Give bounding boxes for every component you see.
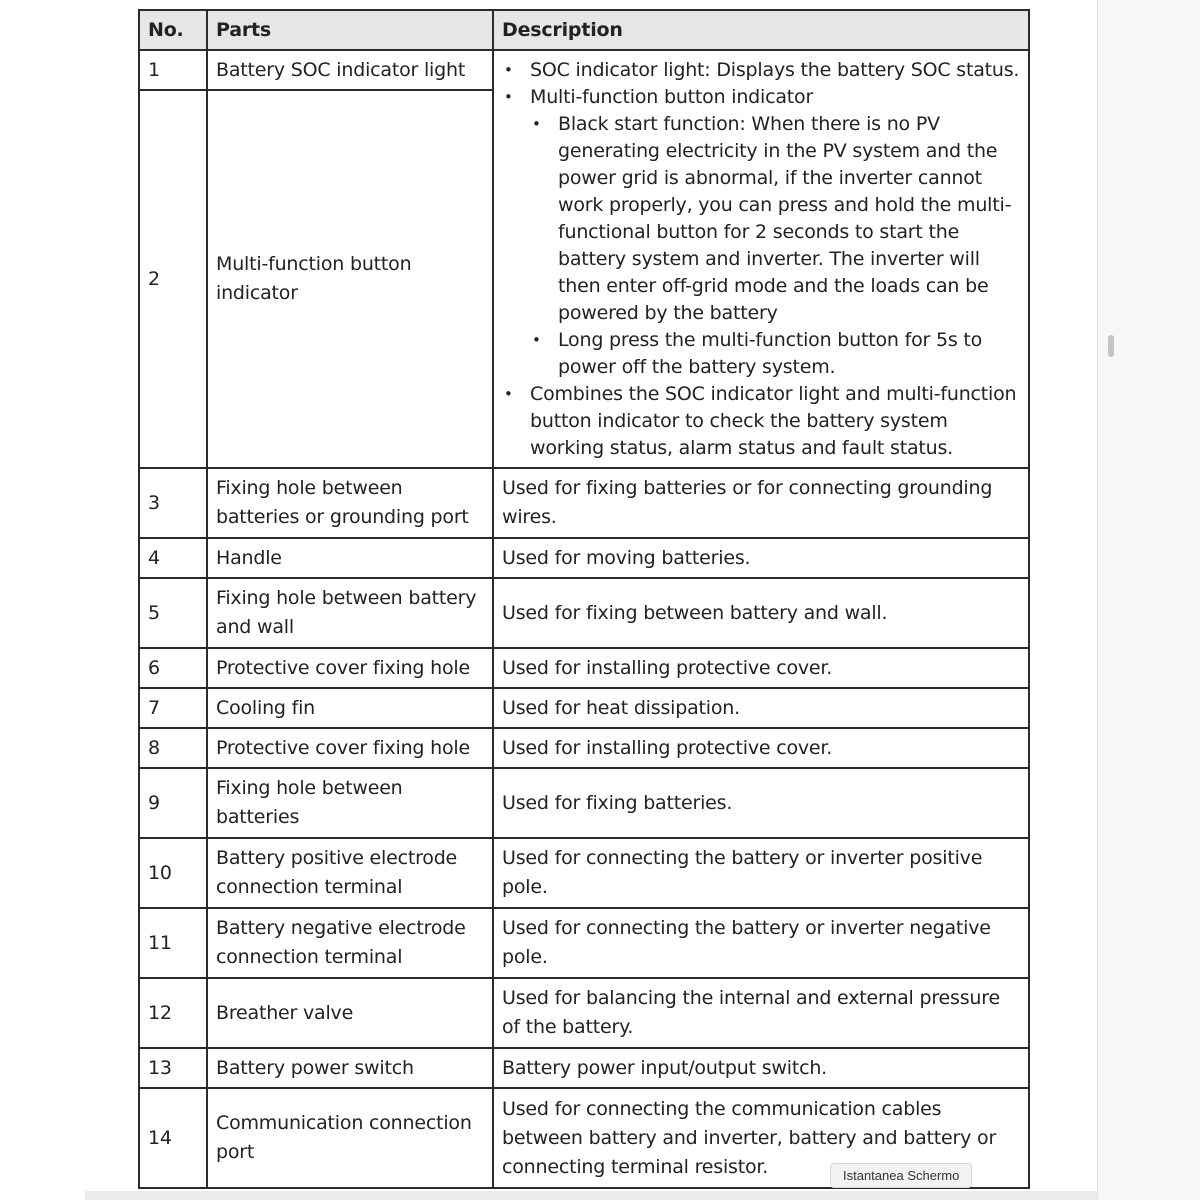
row-part: Communication connection port [207, 1088, 493, 1188]
row-part: Breather valve [207, 978, 493, 1048]
row-part: Battery power switch [207, 1048, 493, 1088]
row-description: Used for fixing batteries. [493, 768, 1029, 838]
row-number: 2 [139, 90, 207, 468]
row-description: Used for fixing batteries or for connecting grounding wires. [493, 468, 1029, 538]
screenshot-tooltip: Istantanea Schermo [830, 1163, 972, 1188]
row-number: 3 [139, 468, 207, 538]
table-row [139, 838, 1029, 908]
row-description: Used for heat dissipation. [493, 688, 1029, 728]
description-sub-bullet [530, 327, 1020, 381]
row-number: 12 [139, 978, 207, 1048]
soc-description: SOC indicator light: Displays the battery SOC status. [530, 58, 1020, 81]
header-row [139, 10, 1029, 50]
table-row [139, 908, 1029, 978]
scrollbar-thumb[interactable] [1108, 335, 1114, 357]
table-row [139, 468, 1029, 538]
row-number: 13 [139, 1048, 207, 1088]
row-part: Battery negative electrode connection terminal [207, 908, 493, 978]
row-description: Battery power input/output switch. [493, 1048, 1029, 1088]
description-sublist [530, 111, 1020, 381]
row-part: Fixing hole between batteries [207, 768, 493, 838]
row-part: Handle [207, 538, 493, 578]
row-number: 9 [139, 768, 207, 838]
right-gutter [1097, 0, 1200, 1200]
row-description: Used for balancing the internal and external pressure of the battery. [493, 978, 1029, 1048]
row-description: Used for installing protective cover. [493, 728, 1029, 768]
row-number: 11 [139, 908, 207, 978]
row-number: 7 [139, 688, 207, 728]
row-number: 8 [139, 728, 207, 768]
table-row [139, 50, 1029, 90]
row-description: Used for connecting the communication cables between battery and inverter, battery and battery or connecting terminal resistor. [493, 1088, 1029, 1188]
row-number: 10 [139, 838, 207, 908]
header-no: No. [139, 10, 207, 50]
description-list [502, 57, 1020, 462]
header-description: Description [493, 10, 1029, 50]
combined-description: Combines the SOC indicator light and multi-function button indicator to check the battery system working status, alarm status and fault status. [530, 382, 1017, 459]
table-row [139, 578, 1029, 648]
black-start-description: Black start function: When there is no PV generating electricity in the PV system and the power grid is abnormal, if the inverter cannot work properly, you can press and hold the multi-functional button for 2 seconds to start the battery system and inverter. The inverter will then enter off-grid mode and the loads can be powered by the battery [558, 112, 1012, 324]
row-part: Multi-function button indicator [207, 90, 493, 468]
row-part: Protective cover fixing hole [207, 648, 493, 688]
table-row [139, 978, 1029, 1048]
row-part: Protective cover fixing hole [207, 728, 493, 768]
row-number: 1 [139, 50, 207, 90]
row-description: Used for connecting the battery or inverter positive pole. [493, 838, 1029, 908]
parts-table [138, 9, 1030, 1189]
bottom-strip [85, 1191, 1097, 1200]
row-number: 14 [139, 1088, 207, 1188]
row-description: Used for moving batteries. [493, 538, 1029, 578]
merged-description-cell [493, 50, 1029, 468]
table-row [139, 688, 1029, 728]
table-row [139, 538, 1029, 578]
table-row [139, 728, 1029, 768]
header-parts: Parts [207, 10, 493, 50]
description-sub-bullet [530, 111, 1020, 327]
button-description: Multi-function button indicator [530, 85, 814, 108]
table-row [139, 1048, 1029, 1088]
row-part: Battery positive electrode connection terminal [207, 838, 493, 908]
table-row [139, 648, 1029, 688]
long-press-description: Long press the multi-function button for 5s to power off the battery system. [558, 328, 983, 378]
table-row [139, 768, 1029, 838]
description-bullet [502, 381, 1020, 462]
description-bullet [502, 57, 1020, 84]
row-part: Fixing hole between battery and wall [207, 578, 493, 648]
row-part: Fixing hole between batteries or grounding port [207, 468, 493, 538]
row-description: Used for installing protective cover. [493, 648, 1029, 688]
row-number: 4 [139, 538, 207, 578]
row-description: Used for fixing between battery and wall. [493, 578, 1029, 648]
row-number: 5 [139, 578, 207, 648]
row-part: Battery SOC indicator light [207, 50, 493, 90]
row-description: Used for connecting the battery or inverter negative pole. [493, 908, 1029, 978]
row-number: 6 [139, 648, 207, 688]
row-part: Cooling fin [207, 688, 493, 728]
description-bullet [502, 84, 1020, 381]
